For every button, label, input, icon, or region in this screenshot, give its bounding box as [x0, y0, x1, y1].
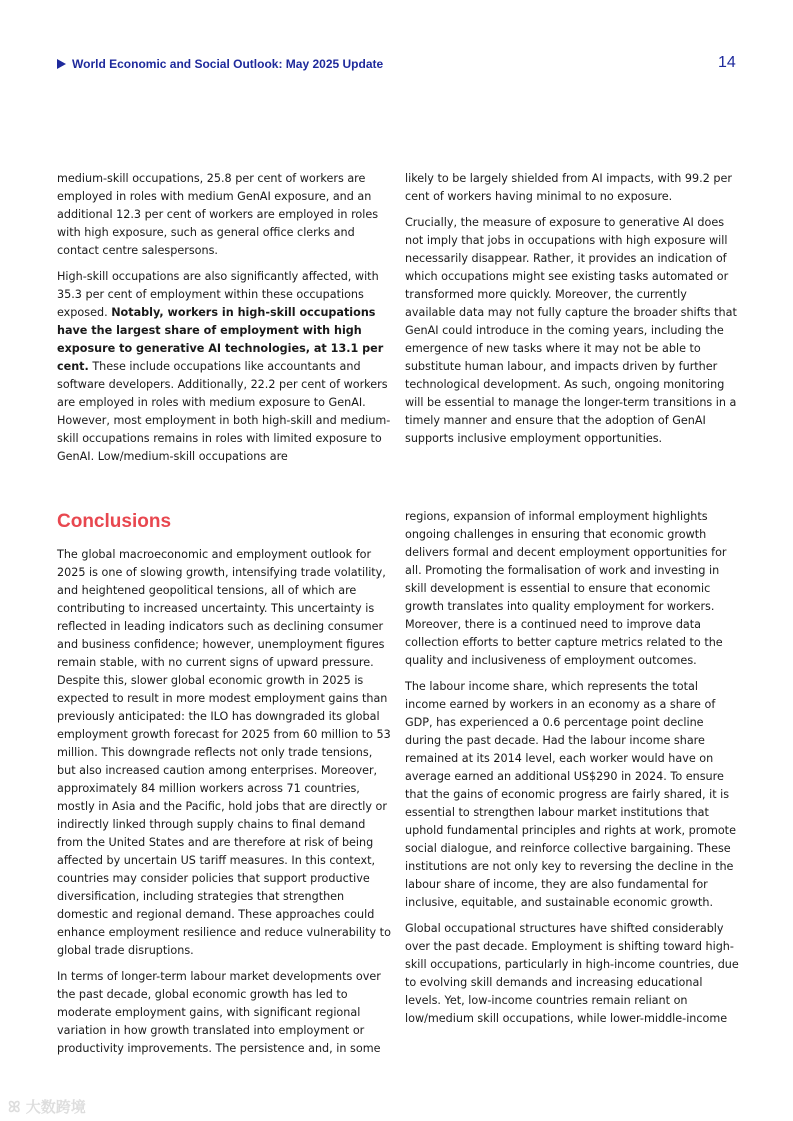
report-title: World Economic and Social Outlook: May 2025 Update — [72, 57, 384, 71]
text-segment: likely to be largely shielded from AI impacts, with 99.2 per cent of workers having minimal to no exposure. — [405, 172, 732, 203]
watermark-logo: ꕤ 大数跨境 — [8, 1098, 86, 1116]
top-left-column — [57, 170, 391, 474]
paragraph — [405, 678, 739, 912]
conclusions-right-column — [405, 508, 739, 1036]
text-segment: Global occupational structures have shifted considerably over the past decade. Employment is shifting toward high-skill occupations, particularly in high-income countries, due to evolving skill demands and increasing educational levels. Yet, low-income countries remain reliant on low/medium skill occupations, while lower-middle-income — [405, 922, 739, 1025]
paragraph — [405, 214, 739, 448]
text-segment: High-skill occupations are also significantly affected, with 35.3 per cent of employment within these occupations exposed. — [57, 270, 379, 319]
bold-text: Notably, workers in high-skill occupations have the largest share of employment with high exposure to generative AI technologies, at 13.1 per cent. — [57, 306, 384, 373]
paragraph — [57, 968, 391, 1058]
running-header — [57, 57, 383, 71]
text-segment: These include occupations like accountants and software developers. Additionally, 22.2 per cent of workers are employed in roles with medium exposure to GenAI. However, most employment in both high-skill and medium-skill occupations remains in roles with limited exposure to GenAI. Low/medium-skill occupations are — [57, 360, 391, 463]
triangle-bullet-icon — [57, 59, 66, 69]
paragraph — [405, 920, 739, 1028]
text-segment: In terms of longer-term labour market developments over the past decade, global economic growth has led to moderate employment gains, with significant regional variation in how growth translated into employment or productivity improvements. The persistence and, in some — [57, 970, 381, 1055]
paragraph — [57, 170, 391, 260]
conclusions-heading: Conclusions — [57, 511, 172, 532]
text-segment: medium-skill occupations, 25.8 per cent of workers are employed in roles with medium GenAI exposure, and an additional 12.3 per cent of workers are employed in roles with high exposure, such as general office clerks and contact centre salespersons. — [57, 172, 379, 257]
paragraph — [57, 546, 391, 960]
paragraph — [405, 508, 739, 670]
conclusions-left-body — [57, 546, 391, 1058]
text-segment: The labour income share, which represents the total income earned by workers in an economy as a share of GDP, has experienced a 0.6 percentage point decline during the past decade. Had the labour income share remained at its 2014 level, each worker would have on average earned an additional US$290 in 2024. To ensure that the gains of economic progress are fairly shared, it is essential to strengthen labour market institutions that uphold fundamental principles and rights at work, promote social dialogue, and reinforce collective bargaining. These institutions are not only key to reversing the decline in the labour share of income, they are also fundamental for inclusive, equitable, and sustainable economic growth. — [405, 680, 736, 909]
paragraph — [405, 170, 739, 206]
conclusions-left-column — [57, 510, 391, 1066]
top-right-column — [405, 170, 739, 456]
page-number: 14 — [718, 54, 736, 71]
paragraph — [57, 268, 391, 466]
text-segment: regions, expansion of informal employment highlights ongoing challenges in ensuring that economic growth delivers formal and decent employment opportunities for all. Promoting the formalisation of work and investing in skill development is essential to ensure that economic growth translates into quality employment for workers. Moreover, there is a continued need to improve data collection efforts to better capture metrics related to the quality and inclusiveness of employment outcomes. — [405, 510, 727, 667]
text-segment: The global macroeconomic and employment outlook for 2025 is one of slowing growth, intensifying trade volatility, and heightened geopolitical tensions, all of which are contributing to increased uncertainty. This uncertainty is reflected in leading indicators such as declining consumer and business confidence; however, unemployment figures remain stable, with no current signs of upward pressure. Despite this, slower global economic growth in 2025 is expected to result in more modest employment gains than previously anticipated: the ILO has downgraded its global employment growth forecast for 2025 from 60 million to 53 million. This downgrade reflects not only trade tensions, but also increased caution among enterprises. Moreover, approximately 84 million workers across 71 countries, mostly in Asia and the Pacific, hold jobs that are directly or indirectly linked through supply chains to final demand from the United States and are therefore at risk of being affected by uncertain US tariff measures. In this context, countries may consider policies that support productive diversification, including strategies that strengthen domestic and regional demand. These approaches could enhance employment resilience and reduce vulnerability to global trade disruptions. — [57, 548, 391, 957]
text-segment: Crucially, the measure of exposure to generative AI does not imply that jobs in occupations with high exposure will necessarily disappear. Rather, it provides an indication of which occupations might see existing tasks automated or transformed more quickly. Moreover, the currently available data may not fully capture the broader shifts that GenAI could introduce in the coming years, including the emergence of new tasks where it may not be able to substitute human labour, and impacts driven by further technological development. As such, ongoing monitoring will be essential to manage the longer-term transitions in a timely manner and ensure that the adoption of GenAI supports inclusive employment opportunities. — [405, 216, 737, 445]
